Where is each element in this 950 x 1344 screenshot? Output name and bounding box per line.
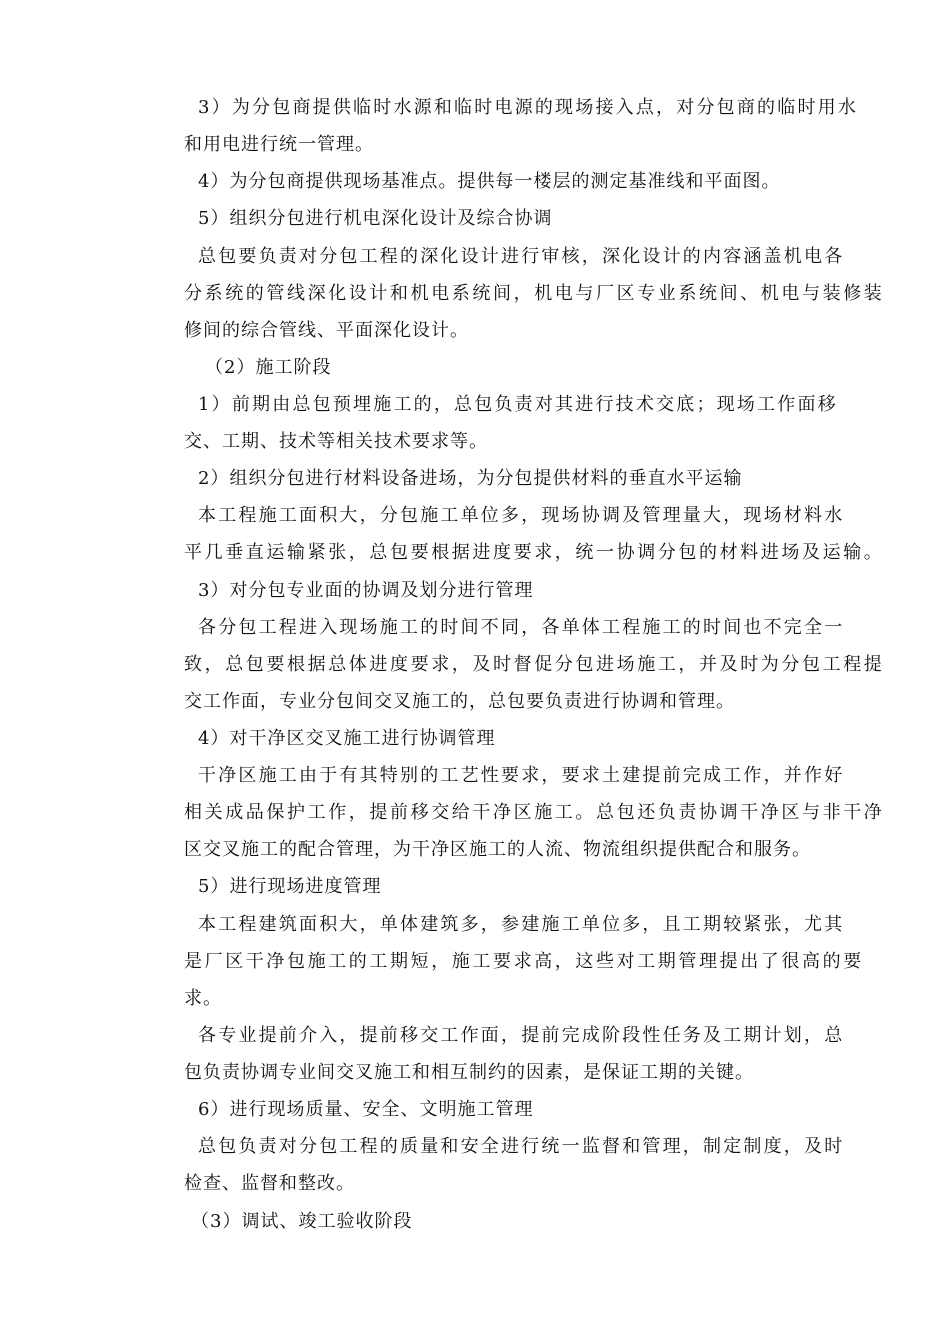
- text-line: [0, 1017, 950, 1054]
- line-text: 各专业提前介入，提前移交工作面，提前完成阶段性任务及工期计划，总: [198, 1025, 845, 1046]
- text-line: [0, 126, 950, 163]
- section-heading: [0, 349, 950, 386]
- line-text: 3）对分包专业面的协调及划分进行管理: [198, 580, 534, 601]
- text-line: [0, 1128, 950, 1165]
- line-text: 5）组织分包进行机电深化设计及综合协调: [198, 208, 553, 229]
- line-text: 相关成品保护工作，提前移交给干净区施工。总包还负责协调干净区与非干净: [184, 802, 885, 823]
- text-line: [0, 943, 950, 980]
- line-text: 平几垂直运输紧张，总包要根据进度要求，统一协调分包的材料进场及运输。: [184, 542, 885, 563]
- line-text: 交工作面，专业分包间交叉施工的，总包要负责进行协调和管理。: [184, 691, 735, 712]
- line-text: 包负责协调专业间交叉施工和相互制约的因素，是保证工期的关键。: [184, 1062, 754, 1083]
- line-text: 6）进行现场质量、安全、文明施工管理: [198, 1099, 534, 1120]
- text-line: [0, 312, 950, 349]
- line-text: 3）为分包商提供临时水源和临时电源的现场接入点，对分包商的临时用水: [198, 97, 859, 118]
- line-text: 求。: [184, 988, 222, 1009]
- text-line: [0, 1165, 950, 1202]
- line-text: 4）为分包商提供现场基准点。提供每一楼层的测定基准线和平面图。: [198, 171, 781, 192]
- text-line: [0, 238, 950, 275]
- line-text: 干净区施工由于有其特别的工艺性要求，要求土建提前完成工作，并作好: [198, 765, 845, 786]
- text-line: [0, 572, 950, 609]
- line-text: 1）前期由总包预埋施工的，总包负责对其进行技术交底；现场工作面移: [198, 394, 838, 415]
- text-line: [0, 89, 950, 126]
- text-line: [0, 646, 950, 683]
- line-text: 5）进行现场进度管理: [198, 876, 382, 897]
- text-line: [0, 1091, 950, 1128]
- text-line: [0, 757, 950, 794]
- line-text: 总包负责对分包工程的质量和安全进行统一监督和管理，制定制度，及时: [198, 1136, 845, 1157]
- line-text: 本工程建筑面积大，单体建筑多，参建施工单位多，且工期较紧张，尤其: [198, 914, 845, 935]
- text-line: [0, 534, 950, 571]
- line-text: 交、工期、技术等相关技术要求等。: [184, 431, 488, 452]
- text-line: [0, 423, 950, 460]
- text-line: [0, 460, 950, 497]
- text-line: [0, 497, 950, 534]
- line-text: 4）对干净区交叉施工进行协调管理: [198, 728, 496, 749]
- line-text: 2）组织分包进行材料设备进场，为分包提供材料的垂直水平运输: [198, 468, 743, 489]
- text-line: [0, 906, 950, 943]
- line-text: 检查、监督和整改。: [184, 1173, 355, 1194]
- text-line: [0, 163, 950, 200]
- text-line: [0, 609, 950, 646]
- line-text: 是厂区干净包施工的工期短，施工要求高，这些对工期管理提出了很高的要: [184, 951, 864, 972]
- text-line: [0, 1054, 950, 1091]
- text-line: [0, 683, 950, 720]
- text-line: [0, 831, 950, 868]
- text-line: [0, 200, 950, 237]
- line-text: 本工程施工面积大，分包施工单位多，现场协调及管理量大，现场材料水: [198, 505, 845, 526]
- line-text: （3）调试、竣工验收阶段: [191, 1211, 413, 1232]
- line-text: 和用电进行统一管理。: [184, 134, 374, 155]
- text-line: [0, 794, 950, 831]
- line-text: 区交叉施工的配合管理，为干净区施工的人流、物流组织提供配合和服务。: [184, 839, 811, 860]
- text-line: [0, 275, 950, 312]
- text-line: [0, 868, 950, 905]
- text-line: [0, 720, 950, 757]
- line-text: 各分包工程进入现场施工的时间不同，各单体工程施工的时间也不完全一: [198, 617, 845, 638]
- text-line: [0, 980, 950, 1017]
- line-text: 修间的综合管线、平面深化设计。: [184, 320, 469, 341]
- line-text: 致，总包要根据总体进度要求，及时督促分包进场施工，并及时为分包工程提: [184, 654, 885, 675]
- section-heading: [0, 1203, 950, 1240]
- line-text: 分系统的管线深化设计和机电系统间，机电与厂区专业系统间、机电与装修装: [184, 283, 885, 304]
- text-line: [0, 386, 950, 423]
- line-text: 总包要负责对分包工程的深化设计进行审核，深化设计的内容涵盖机电各: [198, 246, 845, 267]
- line-text: （2）施工阶段: [205, 357, 332, 378]
